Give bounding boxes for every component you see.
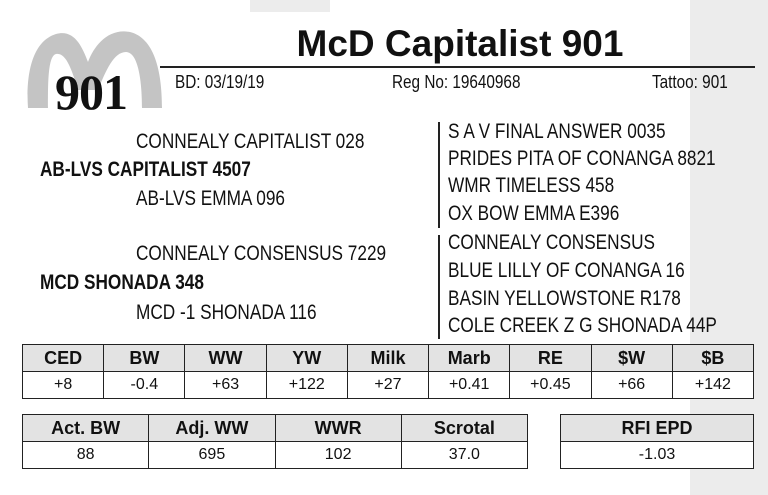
dam: MCD SHONADA 348 xyxy=(40,271,204,294)
epd-value-milk: +27 xyxy=(347,372,428,399)
rfi-value: -1.03 xyxy=(561,442,754,469)
epd-header-milk: Milk xyxy=(347,345,428,372)
performance-header-scrotal: Scrotal xyxy=(401,415,527,442)
sire-dam: AB-LVS EMMA 096 xyxy=(136,187,285,210)
epd-value-ced: +8 xyxy=(23,372,104,399)
performance-header-adj-ww: Adj. WW xyxy=(149,415,275,442)
epd-value-re: +0.45 xyxy=(510,372,591,399)
epd-value-ww: +63 xyxy=(185,372,266,399)
pedigree-right-line: BASIN YELLOWSTONE R178 xyxy=(448,287,681,310)
rfi-value-row xyxy=(561,442,754,469)
epd-header-marb: Marb xyxy=(429,345,510,372)
epd-header-bw: BW xyxy=(104,345,185,372)
dam-dam: MCD -1 SHONADA 116 xyxy=(136,301,317,324)
birth-date: BD: 03/19/19 xyxy=(175,72,265,92)
dam-sire: CONNEALY CONSENSUS 7229 xyxy=(136,242,387,265)
sire: AB-LVS CAPITALIST 4507 xyxy=(40,158,251,181)
epd-header-b-index: $B xyxy=(672,345,753,372)
pedigree-right-line: S A V FINAL ANSWER 0035 xyxy=(448,120,666,143)
registration-number: Reg No: 19640968 xyxy=(392,72,521,92)
epd-header-ced: CED xyxy=(23,345,104,372)
performance-table xyxy=(22,414,528,469)
tattoo: Tattoo: 901 xyxy=(652,72,728,92)
title-divider xyxy=(160,66,755,68)
performance-header-act-bw: Act. BW xyxy=(23,415,149,442)
epd-value-marb: +0.41 xyxy=(429,372,510,399)
performance-header-wwr: WWR xyxy=(275,415,401,442)
pedigree-bracket-bottom xyxy=(438,235,440,339)
pedigree-bracket-top xyxy=(438,122,440,228)
epd-header-w-index: $W xyxy=(591,345,672,372)
rfi-table xyxy=(560,414,754,469)
lot-number: 901 xyxy=(55,64,127,120)
performance-value-row xyxy=(23,442,528,469)
page-title: McD Capitalist 901 xyxy=(296,23,624,64)
epd-table xyxy=(22,344,754,399)
epd-value-b-index: +142 xyxy=(672,372,753,399)
epd-value-yw: +122 xyxy=(266,372,347,399)
pedigree-right-line: WMR TIMELESS 458 xyxy=(448,174,615,197)
epd-value-w-index: +66 xyxy=(591,372,672,399)
pedigree-right-line: CONNEALY CONSENSUS xyxy=(448,231,656,254)
rfi-header-row xyxy=(561,415,754,442)
pedigree-right-line: COLE CREEK Z G SHONADA 44P xyxy=(448,314,717,337)
performance-value-adj-ww: 695 xyxy=(149,442,275,469)
epd-header-row xyxy=(23,345,754,372)
performance-value-scrotal: 37.0 xyxy=(401,442,527,469)
performance-value-wwr: 102 xyxy=(275,442,401,469)
rfi-header: RFI EPD xyxy=(561,415,754,442)
pedigree-right-line: OX BOW EMMA E396 xyxy=(448,202,620,225)
pedigree-right-line: PRIDES PITA OF CONANGA 8821 xyxy=(448,147,716,170)
background-stripe xyxy=(250,0,330,12)
performance-value-act-bw: 88 xyxy=(23,442,149,469)
epd-header-ww: WW xyxy=(185,345,266,372)
epd-value-bw: -0.4 xyxy=(104,372,185,399)
performance-header-row xyxy=(23,415,528,442)
epd-value-row xyxy=(23,372,754,399)
sire-sire: CONNEALY CAPITALIST 028 xyxy=(136,130,365,153)
epd-header-yw: YW xyxy=(266,345,347,372)
pedigree-right-line: BLUE LILLY OF CONANGA 16 xyxy=(448,259,685,282)
epd-header-re: RE xyxy=(510,345,591,372)
